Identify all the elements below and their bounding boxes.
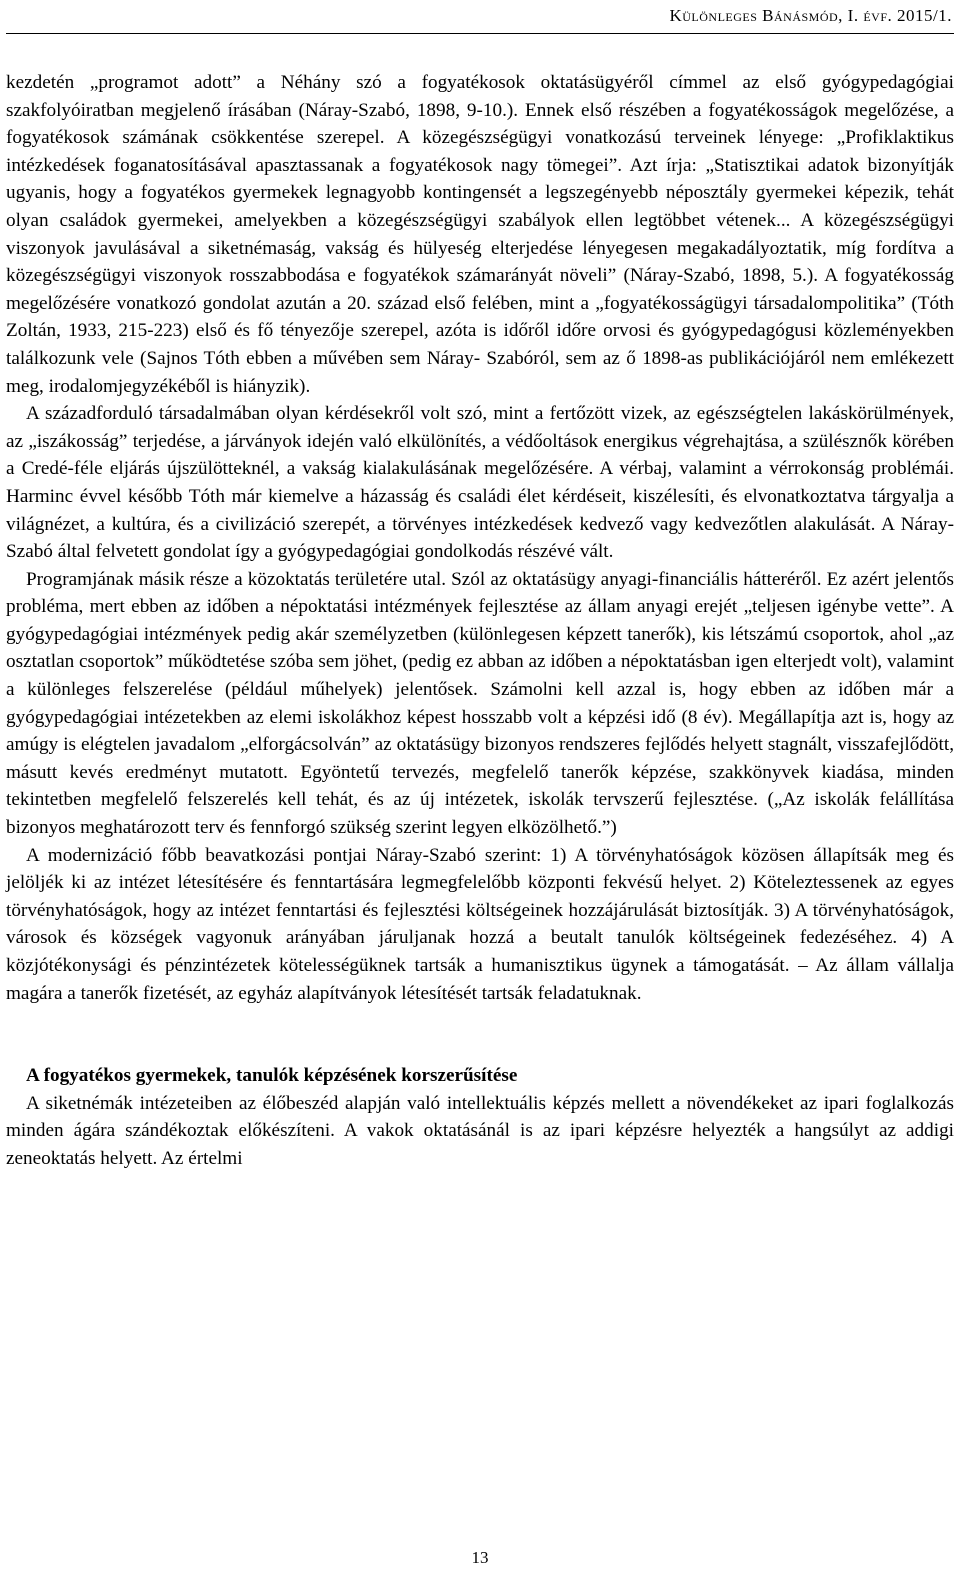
section-heading: A fogyatékos gyermekek, tanulók képzésének korszerűsítése [26, 1065, 518, 1087]
header-rule [6, 33, 954, 34]
section-paragraph: A siketnémák intézeteiben az élőbeszéd alapján való intellektuális képzés mellett a növendékeket az ipari foglalkozás minden ágára szándékoztak előkészíteni. A vakok oktatásánál is az ipari képzésre helyezték a hangsúlyt az addigi zeneoktatás helyett. Az értelmi [6, 1092, 954, 1169]
section-gap [6, 1007, 954, 1062]
body-text [6, 69, 954, 1173]
paragraph-4: A modernizáció főbb beavatkozási pontjai Náray-Szabó szerint: 1) A törvényhatóságok közösen állapítsák meg és jelöljék ki az intézet létesítésére és fenntartására legmegfelelőbb központi fekvésű helyet. 2) Köteleztessenek az egyes törvényhatóságok, hogy az intézet fenntartási és fejlesztési költségeinek hozzájárulását biztosítják. 3) A törvényhatóságok, városok és községek vagyonuk arányában járuljanak hozzá a beutalt tanulók költségeinek fedezéséhez. 4) A közjótékonysági és pénzintézetek kötelességüknek tartsák a humanisztikus ügynek a támogatását. – Az állam vállalja magára a tanerők fizetését, az egyház alapítványok létesítését tartsák feladatuknak. [6, 844, 954, 1004]
paragraph-3: Programjának másik része a közoktatás területére utal. Szól az oktatásügy anyagi-financiális hátteréről. Ez azért jelentős probléma, mert ebben az időben a népoktatási intézmények fejlesztése az állam anyagi erejét „teljesen igénybe vette”. A gyógypedagógiai intézmények pedig akár személyzetben (különlegesen képzett tanerők), kis létszámú csoportok, ahol „az osztatlan csoportok” működtetése szóba sem jöhet, (pedig ez abban az időben a népoktatásban igen elterjedt volt), valamint a különleges felszerelése (például műhelyek) jelentősek. Számolni kell azzal is, hogy ebben az időben már a gyógypedagógiai intézetekben az elemi iskolákhoz képest hosszabb volt a képzési idő (8 év). Megállapítja azt is, hogy az amúgy is elégtelen javadalom „elforgácsolván” az oktatásügy bizonyos rendszeres fejlődés helyett stagnált, visszafejlődött, másutt kevés eredményt mutatott. Egyöntetű tervezés, megfelelő tanerők képzése, szakkönyvek kiadása, minden tekintetben megfelelő felszerelés kell tehát, és az új intézetek, iskolák tervszerű fejlesztése. („Az iskolák felállítása bizonyos meghatározott terv és fennforgó szükség szerint legyen elközölhető.”) [6, 568, 954, 839]
running-head: Különleges Bánásmód, I. évf. 2015/1. [669, 6, 952, 25]
page-number: 13 [471, 1548, 489, 1567]
paragraph-2: A századforduló társadalmában olyan kérdésekről volt szó, mint a fertőzött vizek, az egészségtelen lakáskörülmények, az „iszákosság” terjedése, a járványok idején való elkülönítés, a védőoltások energikus végrehajtása, a szülésznők körében a Credé-féle eljárás újszülötteknél, a vakság kialakulásának megelőzésére. A vérbaj, valamint a vérrokonság problémái. Harminc évvel később Tóth már kiemelve a házasság és családi élet kérdéseit, kiszélesíti, és elvonatkoztatva tárgyalja a világnézet, a kultúra, és a civilizáció szerepét, a törvényes intézkedések kedvező vagy kedvezőtlen alakulását. A Náray-Szabó által felvetett gondolat így a gyógypedagógiai gondolkodás részévé vált. [6, 403, 954, 563]
paragraph-1: kezdetén „programot adott” a Néhány szó a fogyatékosok oktatásügyéről címmel az első gyógypedagógiai szakfolyóiratban megjelenő írásában (Náray-Szabó, 1898, 9-10.). Ennek első részében a fogyatékosságok megelőzése, a fogyatékosok számának csökkentése szerepel. A közegészségügyi vonatkozású terveinek lényege: „Profiklaktikus intézkedések foganatosításával apasztassanak a fogyatékosok nagy tömegei”. Azt írja: „Statisztikai adatok bizonyítják ugyanis, hogy a fogyatékos gyermekek legnagyobb kontingensét a legszegényebb néposztály gyermekei képezik, tehát olyan családok gyermekei, amelyekben a közegészségügyi szabályok ellen legtöbbet vétenek... A közegészségügyi viszonyok javulásával a siketnémaság, vakság és hülyeség elterjedése lényegesen megakadályoztatik, míg fordítva a közegészségügyi viszonyok rosszabbodása e fogyatékok számarányát növeli” (Náray-Szabó, 1898, 5.). A fogyatékosság megelőzésére vonatkozó gondolat azután a 20. század első felében, mint a „fogyatékosságügyi társadalompolitika” (Tóth Zoltán, 1933, 215-223) első és fő tényezője szerepel, azóta is időről időre orvosi és gyógypedagógusi közleményekben találkozunk vele (Sajnos Tóth ebben a művében sem Náray- Szabóról, sem az ő 1898-as publikációjáról nem emlékezett meg, irodalomjegyzékéből is hiányzik). [6, 72, 954, 397]
